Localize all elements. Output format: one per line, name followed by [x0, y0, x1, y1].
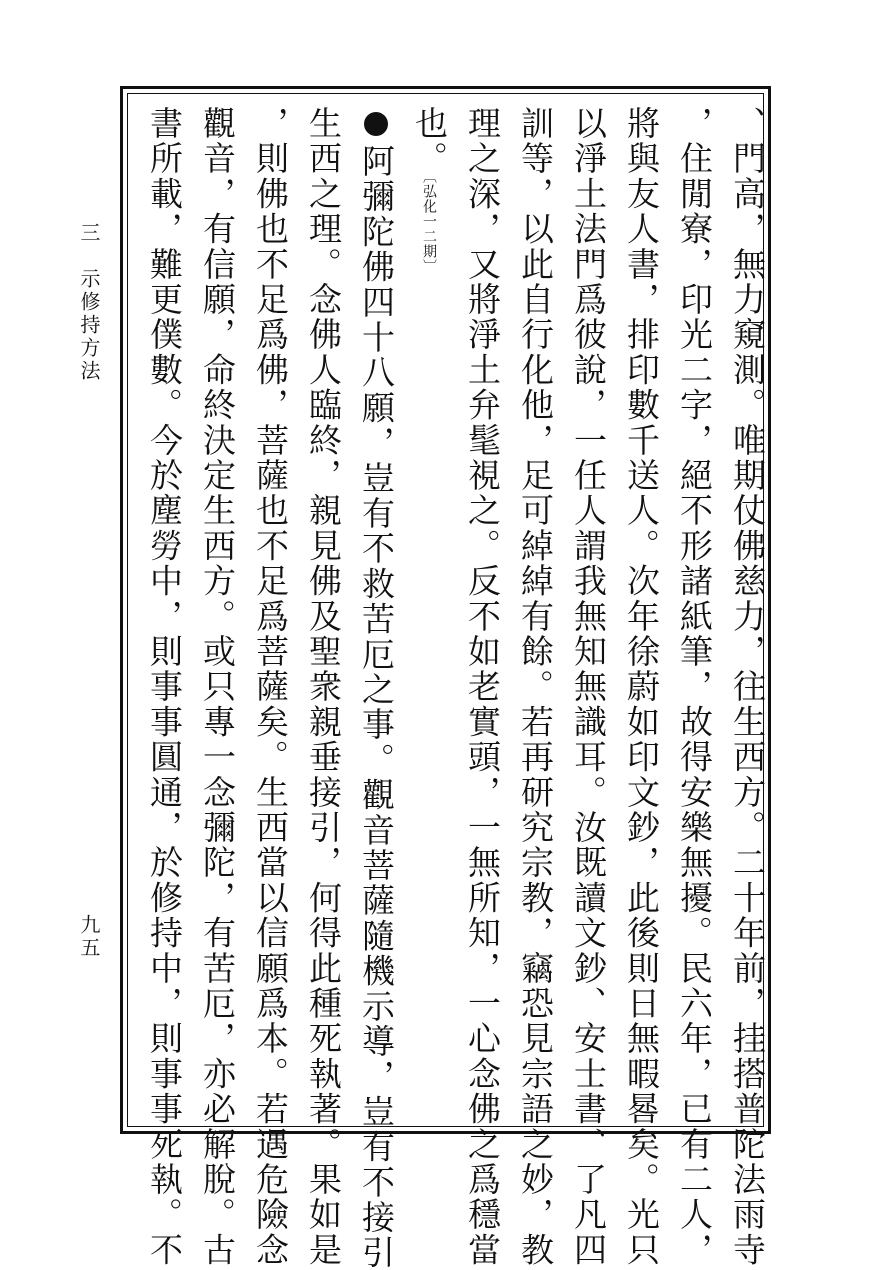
text-column-10: ，則佛也不足爲佛，菩薩也不足爲菩薩矣。生西當以信願爲本。若遇危險念 — [251, 106, 290, 1268]
text-column-3: 將與友人書，排印數千送人。次年徐蔚如印文鈔，此後則日無暇晷矣。光只 — [622, 106, 661, 1268]
page-number: 九五 — [77, 914, 101, 960]
text-column-6: 理之深，又將淨土弁髦視之。反不如老實頭，一無所知，一心念佛之爲穩當 — [463, 106, 502, 1268]
text-column-8 — [353, 106, 399, 1270]
text-column-1: 、門高，無力窺測。唯期仗佛慈力，往生西方。二十年前，挂搭普陀法雨寺 — [728, 106, 767, 1268]
text-column-4: 以淨土法門爲彼說，一任人謂我無知無識耳。汝既讀文鈔、安士書、了凡四 — [569, 106, 608, 1268]
text-column-11: 觀音，有信願，命終決定生西方。或只專一念彌陀，有苦厄，亦必解脫。古 — [198, 106, 237, 1268]
text-column-5: 訓等，以此自行化他，足可綽綽有餘。若再研究宗教，竊恐見宗語之妙，教 — [516, 106, 555, 1268]
source-note: 〔弘化一二期〕 — [421, 176, 437, 275]
bullet-icon — [364, 112, 388, 136]
column-7-text: 也。 — [410, 106, 449, 177]
chapter-header: 三 示修持方法 — [77, 222, 101, 383]
page-border — [120, 86, 771, 1270]
text-column-9: 生西之理。念佛人臨終，親見佛及聖衆親垂接引，何得此種死執著。果如是 — [304, 106, 343, 1268]
text-column-2: ，住閒寮，印光二字，絕不形諸紙筆，故得安樂無擾。民六年，已有二人， — [675, 106, 714, 1268]
text-column-7 — [406, 106, 452, 274]
inner-border — [127, 93, 767, 1270]
text-column-12: 書所載，難更僕數。今於塵勞中，則事事圓通，於修持中，則事事死執。不 — [145, 106, 184, 1268]
column-8-text: 阿彌陀佛四十八願，豈有不救苦厄之事。觀音菩薩隨機示導，豈有不接引 — [357, 144, 396, 1270]
